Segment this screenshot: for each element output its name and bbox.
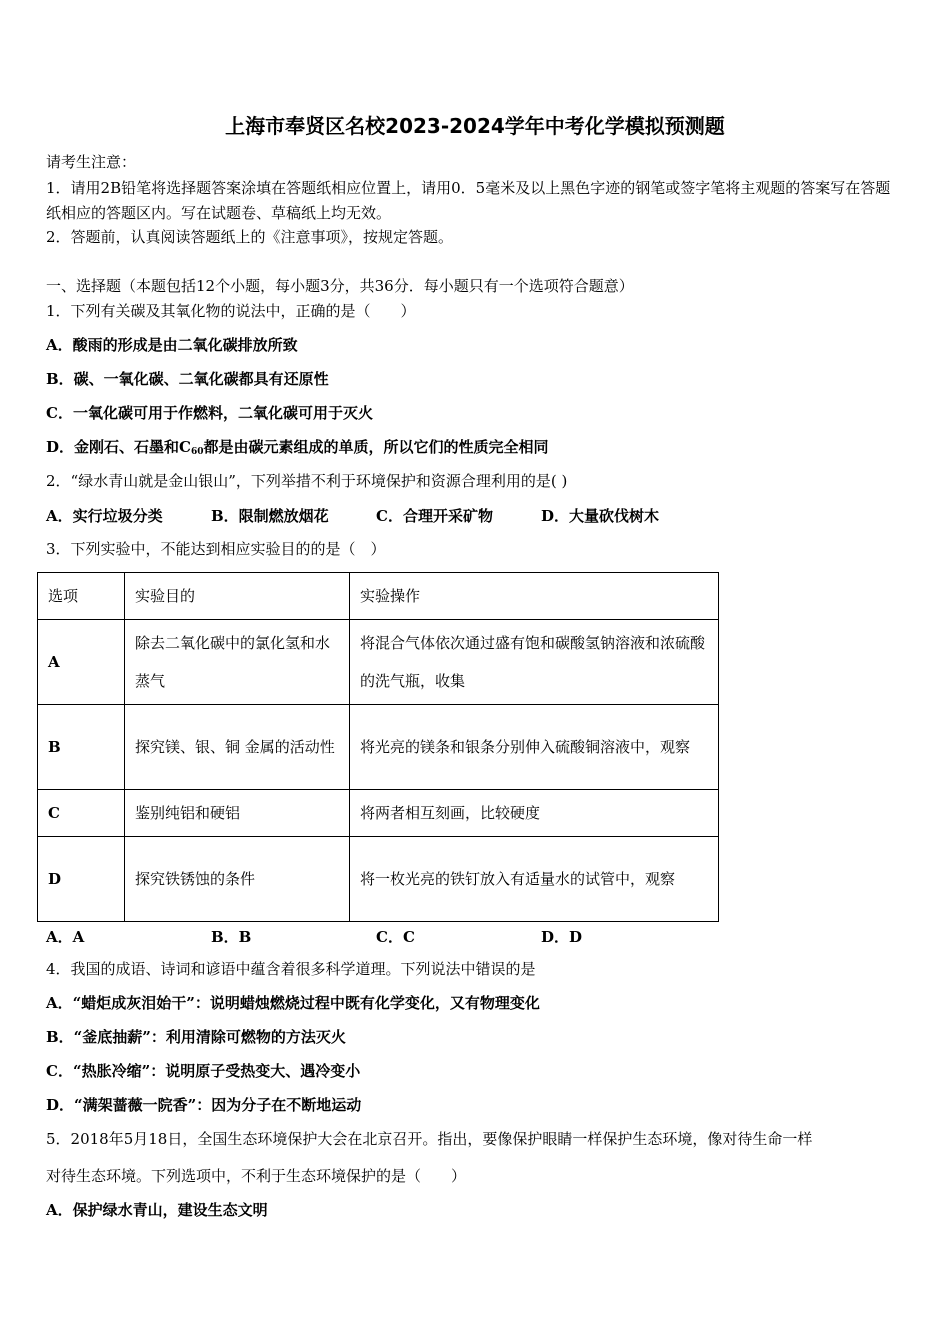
q5-option-a: A．保护绿水青山，建设生态文明 [46, 1201, 268, 1219]
row-option: B [38, 705, 125, 790]
q3-table [37, 572, 719, 922]
q4-option-b: B．“釜底抽薪”：利用清除可燃物的方法灭火 [46, 1028, 346, 1046]
row-option: C [38, 790, 125, 837]
q5-stem-line-1: 5．2018年5月18日，全国生态环境保护大会在北京召开。指出，要像保护眼睛一样保护生态环境，像对待生命一样 [46, 1130, 813, 1148]
table-row [38, 837, 719, 922]
q2-stem: 2．“绿水青山就是金山银山”，下列举措不利于环境保护和资源合理利用的是( ) [46, 472, 568, 490]
row-operation: 将一枚光亮的铁钉放入有适量水的试管中，观察 [350, 837, 719, 922]
row-purpose: 探究镁、银、铜 金属的活动性 [125, 705, 350, 790]
row-operation: 将两者相互刻画，比较硬度 [350, 790, 719, 837]
q2-option-d: D．大量砍伐树木 [541, 507, 660, 525]
table-row [38, 705, 719, 790]
q3-option-d: D．D [541, 928, 583, 946]
q3-options [46, 926, 706, 947]
q4-option-a: A．“蜡炬成灰泪始干”：说明蜡烛燃烧过程中既有化学变化，又有物理变化 [46, 994, 540, 1012]
q1-option-d [46, 437, 549, 462]
q2-option-c: C．合理开采矿物 [376, 507, 493, 525]
header-option: 选项 [38, 573, 125, 620]
row-purpose: 探究铁锈蚀的条件 [125, 837, 350, 922]
row-operation: 将光亮的镁条和银条分别伸入硫酸铜溶液中，观察 [350, 705, 719, 790]
notice-item-2: 2．答题前，认真阅读答题纸上的《注意事项》，按规定答题。 [46, 228, 454, 246]
q3-option-a: A．A [46, 928, 85, 946]
table-row [38, 790, 719, 837]
row-purpose: 除去二氧化碳中的氯化氢和水蒸气 [125, 620, 350, 705]
q5-stem-line-2: 对待生态环境。下列选项中，不利于生态环境保护的是（ ） [46, 1167, 467, 1185]
q1-stem: 1．下列有关碳及其氧化物的说法中，正确的是（ ） [46, 302, 416, 320]
q1-option-b: B．碳、一氧化碳、二氧化碳都具有还原性 [46, 370, 329, 388]
q3-option-c: C．C [376, 928, 415, 946]
q1-option-d-pre: D．金刚石、石墨和C [46, 438, 191, 456]
row-purpose: 鉴别纯铝和硬铝 [125, 790, 350, 837]
table-row [38, 620, 719, 705]
q3-stem: 3．下列实验中，不能达到相应实验目的的是（ ） [46, 540, 386, 558]
q2-option-a: A．实行垃圾分类 [46, 507, 163, 525]
q1-option-d-subscript: 60 [190, 447, 204, 457]
q2-option-b: B．限制燃放烟花 [211, 507, 329, 525]
notice-heading: 请考生注意： [46, 153, 137, 171]
section-heading: 一、选择题（本题包括12个小题，每小题3分，共36分．每小题只有一个选项符合题意） [46, 277, 634, 295]
row-option: D [38, 837, 125, 922]
q3-option-b: B．B [211, 928, 252, 946]
row-option: A [38, 620, 125, 705]
q1-option-d-post: 都是由碳元素组成的单质，所以它们的性质完全相同 [203, 438, 549, 456]
q1-option-c: C．一氧化碳可用于作燃料，二氧化碳可用于灭火 [46, 404, 373, 422]
q2-options [46, 505, 706, 526]
row-operation: 将混合气体依次通过盛有饱和碳酸氢钠溶液和浓硫酸的洗气瓶，收集 [350, 620, 719, 705]
q4-stem: 4．我国的成语、诗词和谚语中蕴含着很多科学道理。下列说法中错误的是 [46, 960, 536, 978]
notice-item-1: 1．请用2B铅笔将选择题答案涂填在答题纸相应位置上，请用0．5毫米及以上黑色字迹的钢笔或签字笔将主观题的答案写在答题纸相应的答题区内。写在试题卷、草稿纸上均无效。 [46, 179, 891, 222]
q4-option-d: D．“满架蔷薇一院香”：因为分子在不断地运动 [46, 1096, 362, 1114]
header-operation: 实验操作 [350, 573, 719, 620]
header-purpose: 实验目的 [125, 573, 350, 620]
q1-option-a: A．酸雨的形成是由二氧化碳排放所致 [46, 336, 298, 354]
table-header-row [38, 573, 719, 620]
q4-option-c: C．“热胀冷缩”：说明原子受热变大、遇冷变小 [46, 1062, 361, 1080]
page-title: 上海市奉贤区名校2023-2024学年中考化学模拟预测题 [225, 114, 725, 138]
